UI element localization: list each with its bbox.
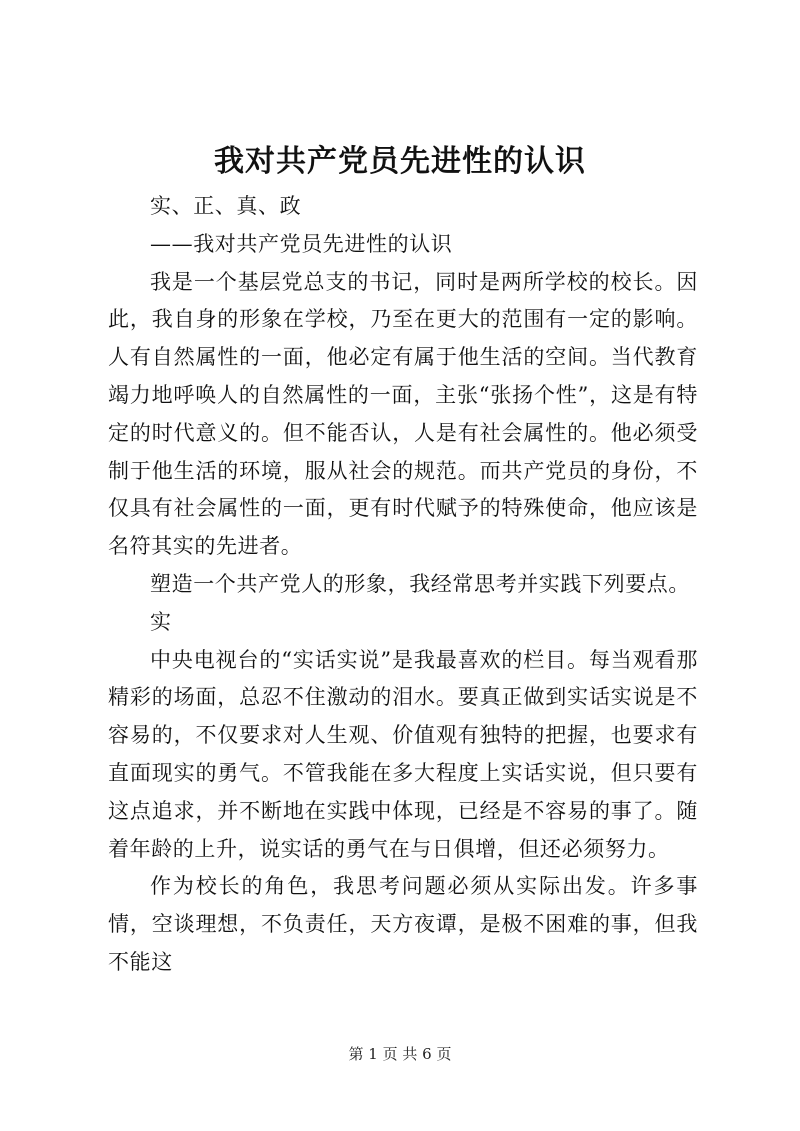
document-body: [108, 188, 698, 982]
page-footer: 第 1 页 共 6 页: [348, 1045, 452, 1063]
document-title: 我对共产党员先进性的认识: [214, 144, 586, 179]
paragraph-points: 塑造一个共产党人的形象，我经常思考并实践下列要点。: [150, 571, 690, 596]
subtitle-line: ——我对共产党员先进性的认识: [150, 231, 453, 256]
subtitle-keywords: 实、正、真、政: [150, 194, 302, 218]
paragraph-cctv: 中央电视台的“实话实说”是我最喜欢的栏目。每当观看那精彩的场面，总忍不住激动的泪水。要真正做到实话实说是不容易的，不仅要求对人生观、价值观有独特的把握，也要求有直面现实的勇气。不管我能在多大程度上实话实说，但只要有这点追求，并不断地在实践中体现，已经是不容易的事了。随着年龄的上升，说实话的勇气在与日俱增，但还必须努力。: [108, 647, 698, 861]
paragraph-principal: 作为校长的角色，我思考问题必须从实际出发。许多事情，空谈理想，不负责任，天方夜谭，是极不困难的事，但我不能这: [108, 874, 698, 974]
paragraph-intro: 我是一个基层党总支的书记，同时是两所学校的校长。因此，我自身的形象在学校，乃至在更大的范围有一定的影响。人有自然属性的一面，他必定有属于他生活的空间。当代教育竭力地呼唤人的自然属性的一面，主张“张扬个性”，这是有特定的时代意义的。但不能否认，人是有社会属性的。他必须受制于他生活的环境，服从社会的规范。而共产党员的身份，不仅具有社会属性的一面，更有时代赋予的特殊使命，他应该是名符其实的先进者。: [108, 269, 698, 559]
section-heading-shi: 实: [150, 609, 172, 634]
